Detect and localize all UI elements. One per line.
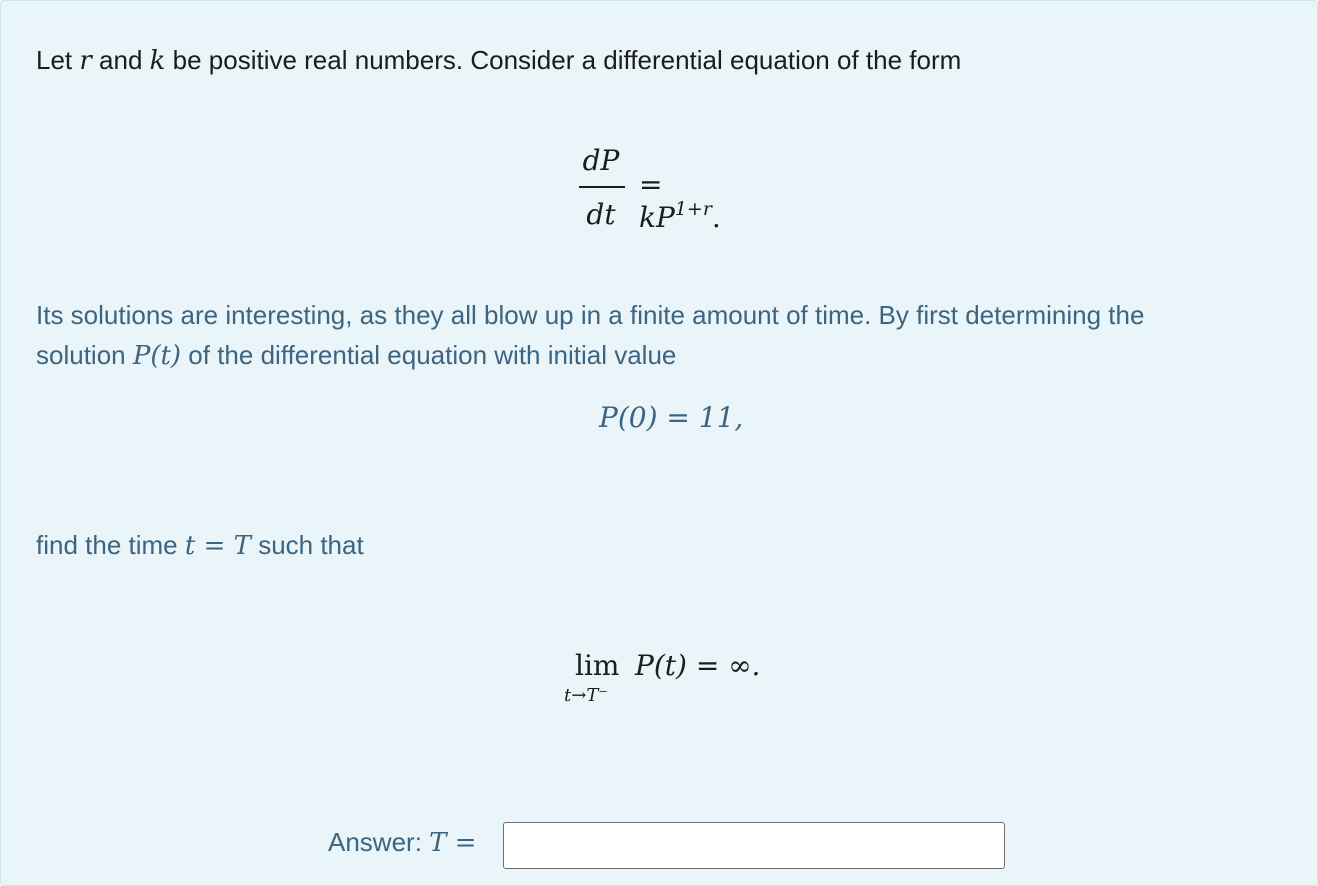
limit-word: lim [575, 649, 620, 682]
rhs-period: . [711, 201, 721, 234]
find-time-text [36, 525, 364, 566]
answer-label-math: T = [429, 828, 477, 858]
rhs-exponent: 1+r [674, 198, 712, 220]
answer-label [328, 827, 477, 858]
find-suffix: such that [250, 530, 364, 560]
fraction-denominator: dt [586, 198, 616, 231]
variable-r: r [79, 46, 92, 76]
intro-text [36, 40, 961, 81]
limit-rhs: P(t) = ∞. [635, 649, 761, 682]
rhs-main: = kP [639, 168, 675, 234]
initial-value-equation: P(0) = 11, [599, 401, 744, 434]
answer-label-text: Answer: [328, 827, 430, 857]
intro-prefix: Let [36, 45, 80, 75]
fraction-bar [579, 186, 625, 188]
variable-k: k [149, 46, 166, 76]
intro-suffix: be positive real numbers. Consider a differential equation of the form [165, 45, 962, 75]
fraction-numerator: dP [582, 144, 620, 177]
find-math: t = T [184, 531, 251, 561]
solution-suffix: of the differential equation with initial value [181, 340, 677, 370]
solution-prefix: solution [36, 340, 133, 370]
limit-subscript: t→T⁻ [564, 685, 608, 706]
solution-text-line2 [36, 335, 1296, 376]
find-prefix: find the time [36, 530, 185, 560]
intro-and: and [91, 45, 150, 75]
solution-text-line1: Its solutions are interesting, as they all blow up in a finite amount of time. By first determining the [36, 300, 1145, 330]
answer-input[interactable] [503, 822, 1005, 869]
solution-function: P(t) [132, 341, 182, 371]
equation-rhs [639, 168, 721, 234]
solution-text [36, 295, 1296, 376]
